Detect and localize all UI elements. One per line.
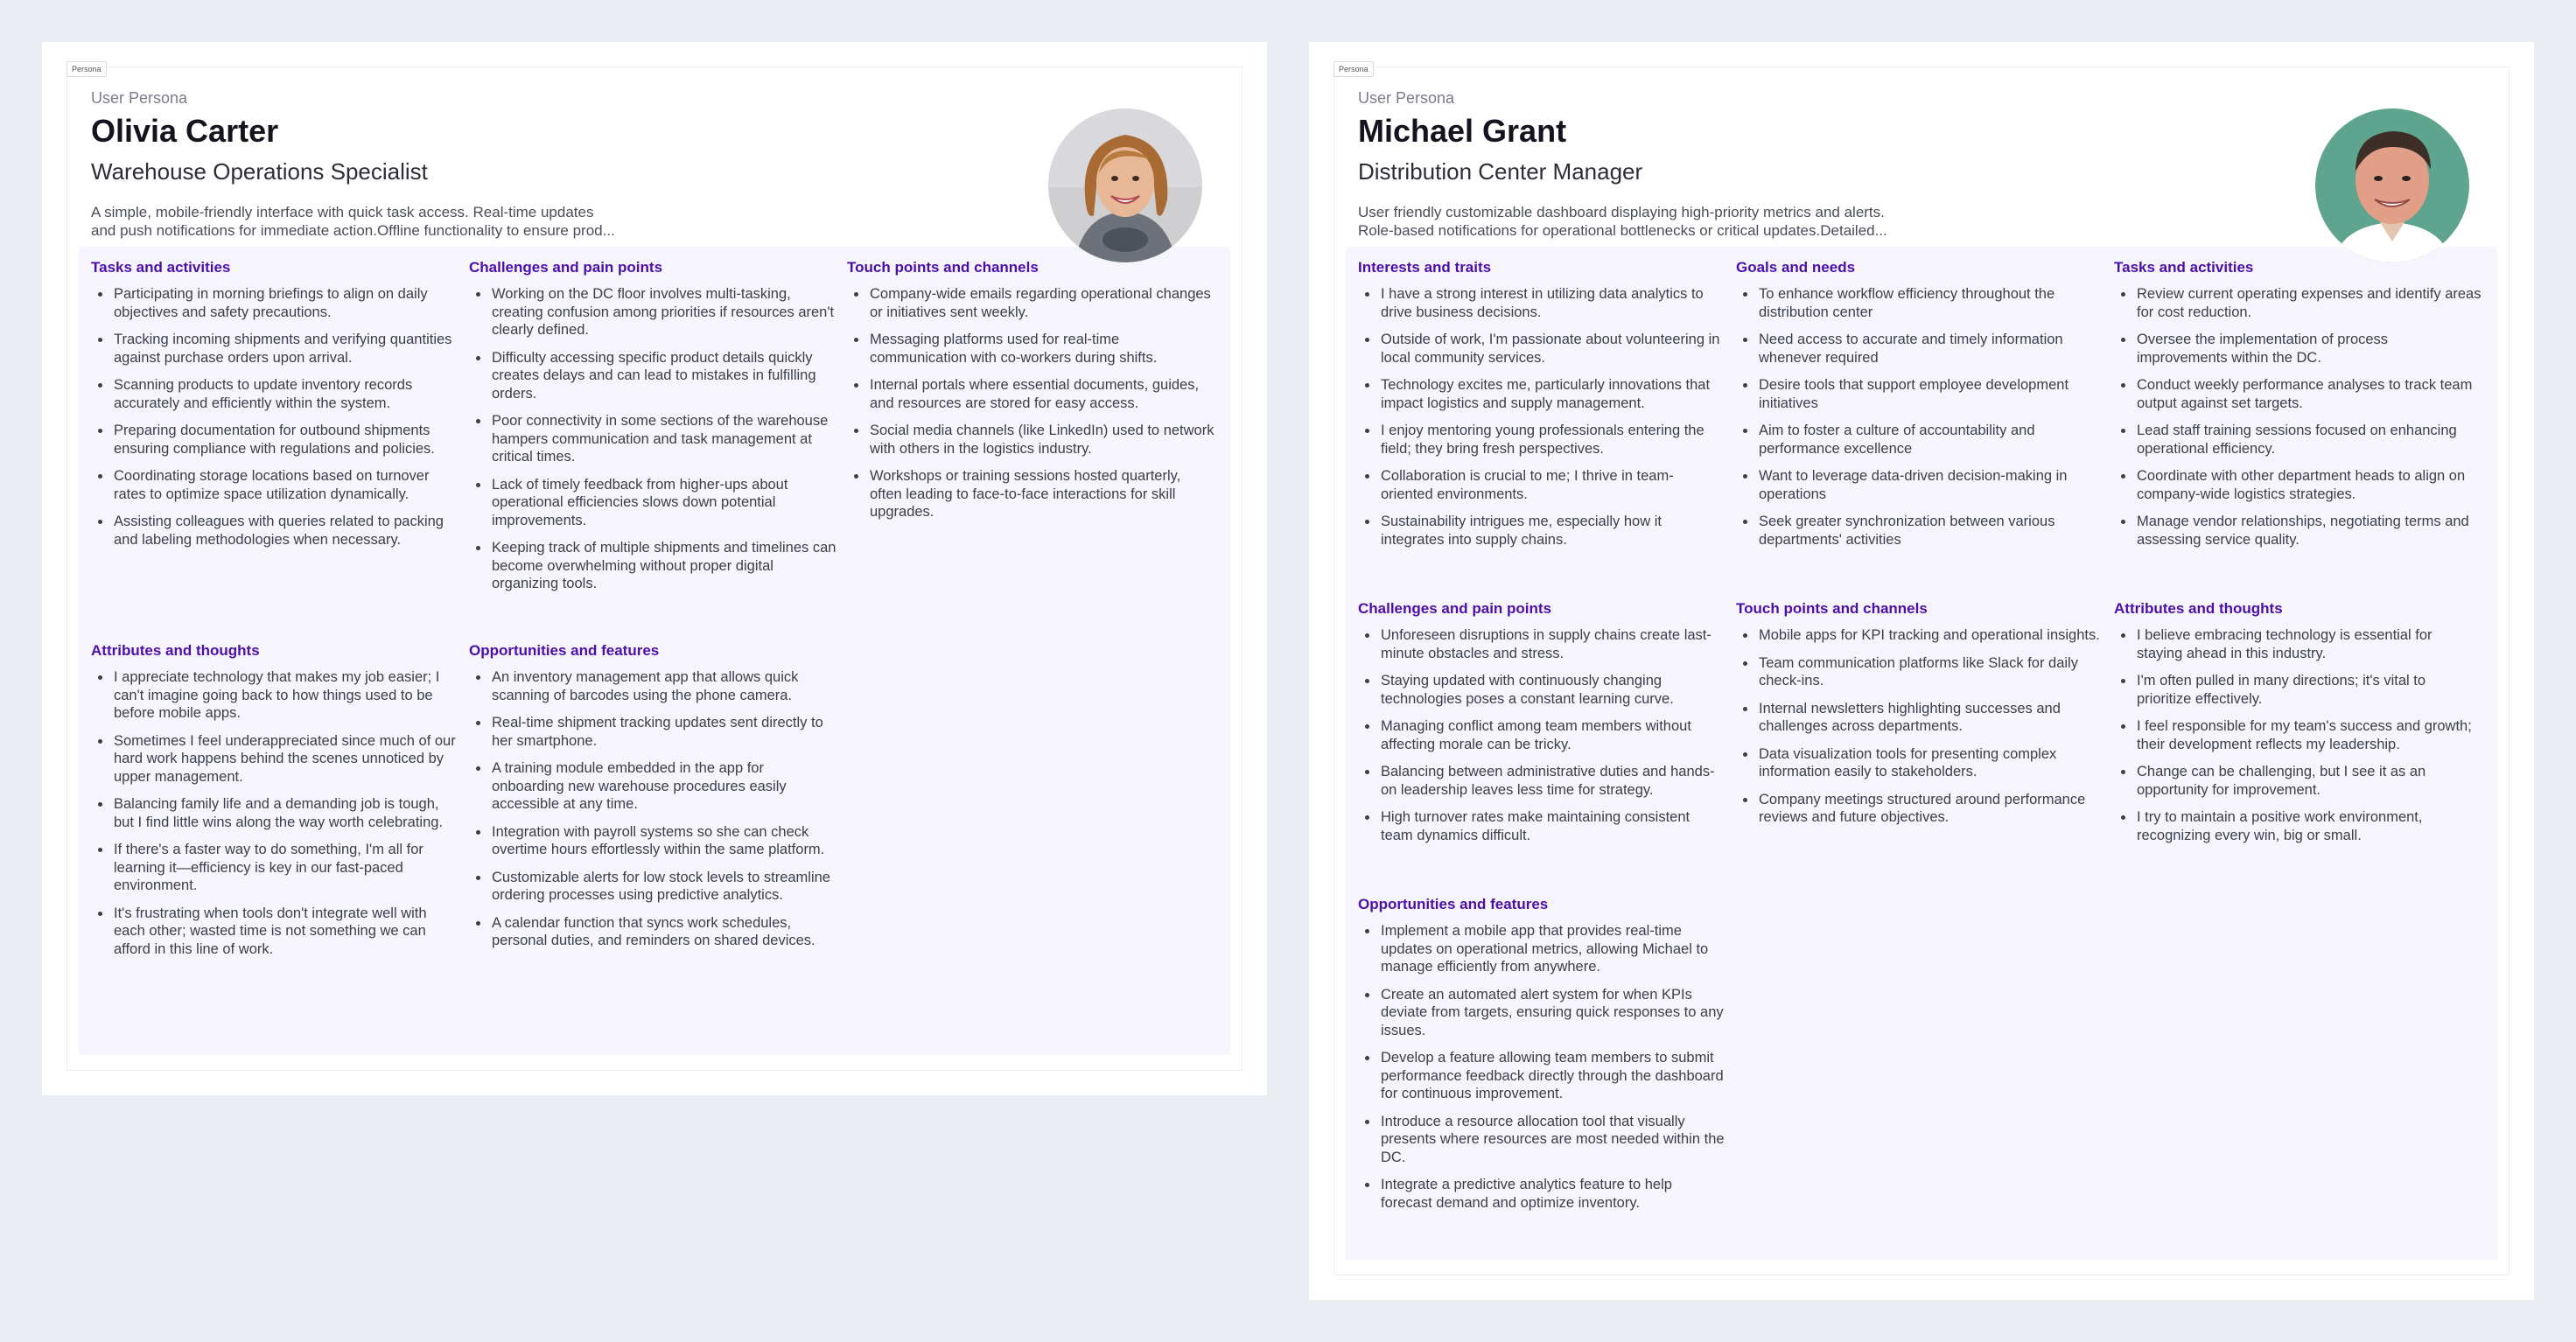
list-item: • Team communication platforms like Slack for daily check-ins. [1757, 654, 2104, 690]
list-item: • Workshops or training sessions hosted quarterly, often leading to face-to-face interactions for skill upgrades. [868, 467, 1214, 521]
list-item: • Internal newsletters highlighting successes and challenges across departments. [1757, 700, 2104, 736]
list-item: • Real-time shipment tracking updates sent directly to her smartphone. [490, 714, 836, 750]
list-item: • Working on the DC floor involves multi-tasking, creating confusion among priorities if resources aren't clearly defined. [490, 285, 836, 339]
list-item: • Difficulty accessing specific product details quickly creates delays and can lead to mistakes in fulfilling orders. [490, 349, 836, 403]
list-item: • Oversee the implementation of process improvements within the DC. [2135, 331, 2482, 367]
list-item: • I feel responsible for my team's success and growth; their development reflects my leadership. [2135, 717, 2482, 753]
section-list [1358, 285, 1726, 549]
section-challenges-and-pain-points [1358, 600, 1726, 854]
persona-tag: Persona [1334, 61, 1374, 77]
persona-description-line: A simple, mobile-friendly interface with quick task access. Real-time updates [91, 204, 594, 220]
list-item: • Sometimes I feel underappreciated since much of our hard work happens behind the scenes unnoticed by upper management. [112, 732, 458, 786]
list-item: • Poor connectivity in some sections of the warehouse hampers communication and task management at critical times. [490, 412, 836, 466]
list-item: • Integration with payroll systems so she can check overtime hours effortlessly within the same platform. [490, 823, 836, 859]
list-item: • Data visualization tools for presenting complex information easily to stakeholders. [1757, 745, 2104, 781]
list-item: • A training module embedded in the app for onboarding new warehouse procedures easily accessible at any time. [490, 759, 836, 814]
section-list [1736, 285, 2104, 549]
list-item: • Review current operating expenses and identify areas for cost reduction. [2135, 285, 2482, 321]
section-list [1358, 626, 1726, 844]
list-item: • Want to leverage data-driven decision-making in operations [1757, 467, 2104, 503]
list-item: • If there's a faster way to do something, I'm all for learning it—efficiency is key in our fast-paced environment. [112, 841, 458, 895]
persona-card-michael[interactable] [1309, 42, 2534, 1300]
list-item: • Internal portals where essential documents, guides, and resources are stored for easy access. [868, 376, 1214, 412]
section-title: Challenges and pain points [469, 259, 663, 276]
list-item: • I'm often pulled in many directions; it's vital to prioritize effectively. [2135, 672, 2482, 708]
avatar [1048, 108, 1202, 262]
list-item: • I try to maintain a positive work environment, recognizing every win, big or small. [2135, 808, 2482, 844]
list-item: • Scanning products to update inventory records accurately and efficiently within the system. [112, 376, 458, 412]
list-item: • Balancing family life and a demanding job is tough, but I find little wins along the way worth celebrating. [112, 795, 458, 831]
list-item: • Outside of work, I'm passionate about volunteering in local community services. [1379, 331, 1726, 367]
persona-eyebrow: User Persona [91, 89, 188, 107]
list-item: • Managing conflict among team members without affecting morale can be tricky. [1379, 717, 1726, 753]
list-item: • Company-wide emails regarding operational changes or initiatives sent weekly. [868, 285, 1214, 321]
persona-card-olivia[interactable] [42, 42, 1267, 1095]
persona-header [1358, 89, 2320, 240]
list-item: • Preparing documentation for outbound shipments ensuring compliance with regulations and policies. [112, 422, 458, 458]
list-item: • To enhance workflow efficiency throughout the distribution center [1757, 285, 2104, 321]
list-item: • Messaging platforms used for real-time communication with co-workers during shifts. [868, 331, 1214, 367]
section-opportunities-and-features [1358, 896, 1726, 1221]
section-title: Challenges and pain points [1358, 600, 1552, 617]
list-item: • Integrate a predictive analytics feature to help forecast demand and optimize inventory. [1379, 1176, 1726, 1212]
section-challenges-and-pain-points [469, 259, 836, 603]
section-attributes-and-thoughts [2114, 600, 2482, 854]
section-list [847, 285, 1214, 521]
list-item: • Conduct weekly performance analyses to track team output against set targets. [2135, 376, 2482, 412]
list-item: • Customizable alerts for low stock levels to streamline ordering processes using predictive analytics. [490, 869, 836, 905]
section-list [91, 285, 458, 549]
persona-role: Warehouse Operations Specialist [91, 158, 428, 185]
list-item: • Social media channels (like LinkedIn) used to network with others in the logistics industry. [868, 422, 1214, 458]
section-interests-and-traits [1358, 259, 1726, 558]
section-title: Goals and needs [1736, 259, 1856, 276]
persona-name: Olivia Carter [91, 113, 279, 149]
avatar [2315, 108, 2469, 262]
list-item: • Develop a feature allowing team members to submit performance feedback directly through the dashboard for continuous improvement. [1379, 1049, 1726, 1103]
persona-tag: Persona [66, 61, 107, 77]
section-title: Tasks and activities [2114, 259, 2254, 276]
persona-description-line: User friendly customizable dashboard displaying high-priority metrics and alerts. [1358, 204, 1885, 220]
list-item: • I appreciate technology that makes my job easier; I can't imagine going back to how things used to be before mobile apps. [112, 668, 458, 723]
list-item: • Keeping track of multiple shipments and timelines can become overwhelming without proper digital organizing tools. [490, 539, 836, 593]
persona-description-line: Role-based notifications for operational bottlenecks or critical updates.Detailed... [1358, 222, 1887, 239]
section-title: Attributes and thoughts [2114, 600, 2283, 617]
section-list [469, 285, 836, 593]
section-list [1736, 626, 2104, 827]
section-title: Touch points and channels [847, 259, 1039, 276]
list-item: • Balancing between administrative duties and hands-on leadership leaves less time for strategy. [1379, 763, 1726, 799]
section-list [469, 668, 836, 950]
list-item: • Mobile apps for KPI tracking and operational insights. [1757, 626, 2104, 645]
list-item: • Company meetings structured around performance reviews and future objectives. [1757, 791, 2104, 827]
section-list [2114, 626, 2482, 844]
section-title: Interests and traits [1358, 259, 1492, 276]
section-list [91, 668, 458, 958]
persona-description-line: and push notifications for immediate action.Offline functionality to ensure prod... [91, 222, 615, 239]
section-title: Tasks and activities [91, 259, 231, 276]
section-opportunities-and-features [469, 642, 836, 960]
list-item: • Desire tools that support employee development initiatives [1757, 376, 2104, 412]
persona-eyebrow: User Persona [1358, 89, 1455, 107]
persona-description [1358, 203, 1970, 240]
list-item: • I believe embracing technology is essential for staying ahead in this industry. [2135, 626, 2482, 662]
persona-header [91, 89, 1054, 240]
list-item: • Implement a mobile app that provides real-time updates on operational metrics, allowing Michael to manage efficiently from anywhere. [1379, 922, 1726, 976]
section-tasks-and-activities [91, 259, 458, 558]
list-item: • Introduce a resource allocation tool that visually presents where resources are most needed within the DC. [1379, 1113, 1726, 1167]
section-tasks-and-activities [2114, 259, 2482, 558]
list-item: • It's frustrating when tools don't integrate well with each other; wasted time is not something we can afford in this line of work. [112, 905, 458, 959]
avatar-illustration [1048, 108, 1202, 262]
section-list [1358, 922, 1726, 1212]
section-touch-points-and-channels [847, 259, 1214, 531]
section-touch-points-and-channels [1736, 600, 2104, 836]
persona-description [91, 203, 704, 240]
list-item: • Coordinating storage locations based on turnover rates to optimize space utilization dynamically. [112, 467, 458, 503]
list-item: • A calendar function that syncs work schedules, personal duties, and reminders on shared devices. [490, 914, 836, 950]
list-item: • An inventory management app that allows quick scanning of barcodes using the phone camera. [490, 668, 836, 704]
list-item: • Tracking incoming shipments and verifying quantities against purchase orders upon arrival. [112, 331, 458, 367]
list-item: • Aim to foster a culture of accountability and performance excellence [1757, 422, 2104, 458]
section-attributes-and-thoughts [91, 642, 458, 968]
list-item: • Lead staff training sessions focused on enhancing operational efficiency. [2135, 422, 2482, 458]
list-item: • Create an automated alert system for when KPIs deviate from targets, ensuring quick responses to any issues. [1379, 986, 1726, 1040]
section-goals-and-needs [1736, 259, 2104, 558]
list-item: • Seek greater synchronization between various departments' activities [1757, 513, 2104, 549]
list-item: • I enjoy mentoring young professionals entering the field; they bring fresh perspectives. [1379, 422, 1726, 458]
section-title: Opportunities and features [1358, 896, 1549, 912]
list-item: • Lack of timely feedback from higher-ups about operational efficiencies slows down potential improvements. [490, 476, 836, 530]
list-item: • Technology excites me, particularly innovations that impact logistics and supply management. [1379, 376, 1726, 412]
section-title: Touch points and channels [1736, 600, 1928, 617]
avatar-illustration [2315, 108, 2469, 262]
section-list [2114, 285, 2482, 549]
persona-name: Michael Grant [1358, 113, 1567, 149]
list-item: • Need access to accurate and timely information whenever required [1757, 331, 2104, 367]
list-item: • Staying updated with continuously changing technologies poses a constant learning curve. [1379, 672, 1726, 708]
list-item: • High turnover rates make maintaining consistent team dynamics difficult. [1379, 808, 1726, 844]
list-item: • Unforeseen disruptions in supply chains create last-minute obstacles and stress. [1379, 626, 1726, 662]
list-item: • Sustainability intrigues me, especially how it integrates into supply chains. [1379, 513, 1726, 549]
list-item: • Coordinate with other department heads to align on company-wide logistics strategies. [2135, 467, 2482, 503]
section-title: Opportunities and features [469, 642, 660, 659]
list-item: • Manage vendor relationships, negotiating terms and assessing service quality. [2135, 513, 2482, 549]
list-item: • Change can be challenging, but I see it as an opportunity for improvement. [2135, 763, 2482, 799]
list-item: • Assisting colleagues with queries related to packing and labeling methodologies when necessary. [112, 513, 458, 549]
list-item: • Participating in morning briefings to align on daily objectives and safety precautions. [112, 285, 458, 321]
list-item: • Collaboration is crucial to me; I thrive in team-oriented environments. [1379, 467, 1726, 503]
section-title: Attributes and thoughts [91, 642, 260, 659]
persona-role: Distribution Center Manager [1358, 158, 1643, 185]
list-item: • I have a strong interest in utilizing data analytics to drive business decisions. [1379, 285, 1726, 321]
